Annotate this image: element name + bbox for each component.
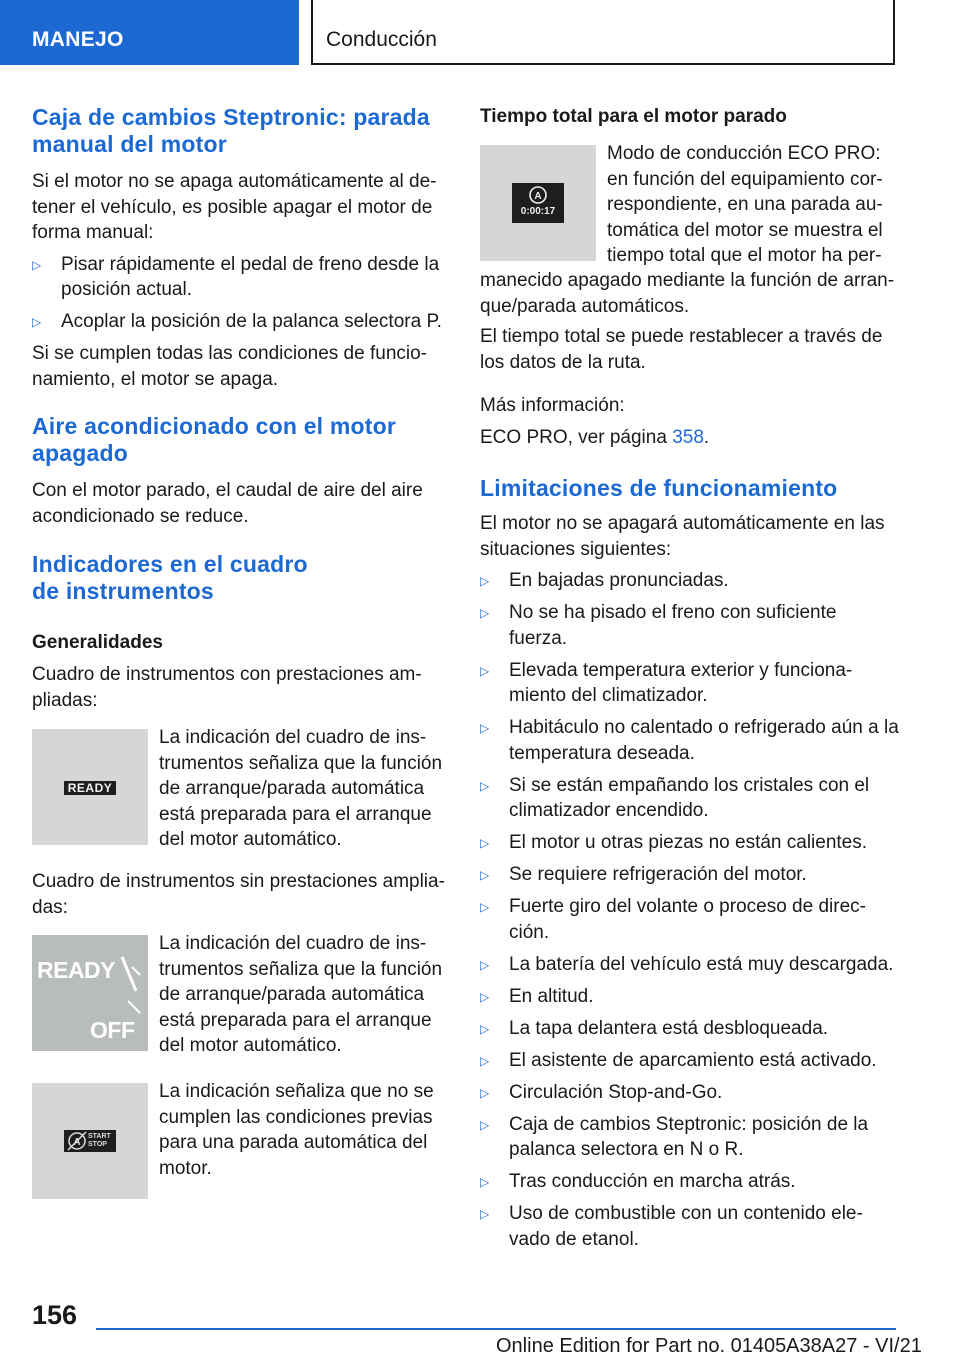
auto-start-stop-icon (66, 1130, 88, 1152)
list-item: ▷ Tras conducción en marcha atrás. (480, 1169, 900, 1195)
page-link[interactable]: 358 (672, 427, 704, 448)
bullet-triangle-icon: ▷ (480, 1085, 490, 1100)
section-instrument-indicators (32, 551, 308, 605)
list-item: ▷ Elevada temperatura exterior y funciona‐ miento del climatizador. (480, 659, 853, 706)
list-item: ▷ Pisar rápidamente el pedal de freno desde la posición actual. (32, 253, 440, 300)
bullet-triangle-icon: ▷ (480, 1207, 490, 1221)
paragraph: Si el motor no se apaga automáticamente al de‐ tener el vehículo, es posible apagar el motor de forma manual: (32, 171, 437, 243)
bullet-triangle-icon: ▷ (32, 315, 42, 329)
bullet-list (32, 252, 442, 335)
edition-footer: Online Edition for Part no. 01405A38A27 - VI/21 (496, 1335, 922, 1357)
list-item: ▷ La tapa delantera está desbloqueada. (480, 1016, 900, 1042)
list-item: ▷ En altitud. (480, 984, 900, 1010)
chapter-header (311, 0, 895, 65)
bullet-triangle-icon: ▷ (480, 1021, 490, 1036)
ready-gauge-image (32, 935, 148, 1051)
ready-display: READY (64, 781, 116, 795)
subheading: Generalidades (32, 632, 163, 653)
start-stop-off-image (32, 1083, 148, 1199)
bullet-triangle-icon: ▷ (480, 836, 490, 850)
list-item: ▷ Acoplar la posición de la palanca selectora P. (32, 309, 442, 335)
cross-reference: ECO PRO, ver página 358. (480, 427, 710, 448)
svg-text:A: A (534, 191, 542, 202)
eco-pro-timer-image (480, 145, 596, 261)
list-item: ▷ El motor u otras piezas no están calientes. (480, 830, 900, 856)
footer-divider (96, 1328, 896, 1330)
bullet-triangle-icon: ▷ (480, 778, 490, 793)
start-stop-label: START STOP (88, 1133, 111, 1148)
list-item: ▷ En bajadas pronunciadas. (480, 568, 900, 594)
bullet-triangle-icon: ▷ (480, 721, 490, 735)
paragraph: manecido apagado mediante la función de arran‐ que/parada automáticos. (480, 270, 895, 317)
gauge-needle-icon (32, 935, 148, 1051)
svg-text:A: A (73, 1137, 81, 1148)
section-limitations (480, 475, 900, 1259)
auto-start-stop-icon (512, 184, 564, 208)
engine-off-time: 0:00:17 (520, 206, 556, 217)
paragraph: Con el motor parado, el caudal de aire del aire acondicionado se reduce. (32, 480, 423, 527)
list-item: ▷ Caja de cambios Steptronic: posición de la palanca selectora en N o R. (480, 1113, 869, 1160)
bullet-triangle-icon: ▷ (480, 574, 490, 588)
paragraph: El tiempo total se puede restablecer a través de los datos de la ruta. (480, 326, 883, 373)
paragraph: El motor no se apagará automáticamente en las situaciones siguientes: (480, 513, 885, 560)
figure-caption: Modo de conducción ECO PRO: en función del equipamiento cor‐ respondiente, en una parada au‐ tomática del motor se muestra el tiempo total que el motor ha per‐ (607, 143, 883, 266)
more-info-label: Más información: (480, 395, 625, 416)
section-manual-stop (32, 104, 442, 392)
figure-caption: La indicación señaliza que no se cumplen las condiciones previas para una parada automática del motor. (159, 1081, 434, 1179)
eco-timer-display (512, 183, 564, 223)
list-item: ▷ No se ha pisado el freno con suficiente fuerza. (480, 602, 837, 649)
list-item: ▷ Fuerte giro del volante o proceso de direc‐ ción. (480, 896, 866, 943)
ready-indicator-image (32, 729, 148, 845)
section-title: MANEJO (32, 28, 124, 51)
section-heading: Aire acondicionado con el motor apagado (32, 413, 397, 466)
start-stop-display (64, 1130, 116, 1152)
bullet-triangle-icon: ▷ (480, 1117, 490, 1132)
bullet-triangle-icon: ▷ (480, 957, 490, 972)
bullet-triangle-icon: ▷ (480, 1175, 490, 1189)
bullet-triangle-icon: ▷ (32, 257, 42, 272)
section-heading: Indicadores en el cuadro de instrumentos (32, 551, 308, 604)
chapter-title: Conducción (326, 28, 437, 51)
bullet-triangle-icon: ▷ (480, 606, 490, 620)
page-number: 156 (32, 1300, 78, 1330)
paragraph: Cuadro de instrumentos sin prestaciones amplia‐ das: (32, 871, 445, 918)
bullet-triangle-icon: ▷ (480, 663, 490, 678)
list-item: ▷ El asistente de aparcamiento está activado. (480, 1048, 900, 1074)
section-heading: Limitaciones de funcionamiento (480, 475, 838, 501)
list-item: ▷ Circulación Stop-and-Go. (480, 1080, 900, 1106)
figure-caption: La indicación del cuadro de ins‐ trumentos señaliza que la función de arranque/parada automática está preparada para el arranque del motor automático. (159, 933, 443, 1056)
section-ac-engine-off (32, 413, 423, 529)
list-item: ▷ Se requiere refrigeración del motor. (480, 862, 900, 888)
bullet-triangle-icon: ▷ (480, 989, 490, 1004)
list-item: ▷ Habitáculo no calentado o refrigerado aún a la temperatura deseada. (480, 717, 899, 764)
list-item: ▷ Si se están empañando los cristales con el climatizador encendido. (480, 774, 870, 821)
gauge-off-label: OFF (90, 1017, 135, 1043)
bullet-triangle-icon: ▷ (480, 900, 490, 914)
bullet-triangle-icon: ▷ (480, 1053, 490, 1068)
subheading: Tiempo total para el motor parado (480, 106, 787, 127)
bullet-list (480, 568, 900, 1252)
figure-caption: La indicación del cuadro de ins‐ trumentos señaliza que la función de arranque/parada automática está preparada para el arranque del motor automático. (159, 727, 443, 850)
gauge-ready-label: READY (37, 957, 116, 983)
paragraph: Si se cumplen todas las condiciones de funcio‐ namiento, el motor se apaga. (32, 343, 428, 390)
section-heading: Caja de cambios Steptronic: parada manual del motor (32, 104, 430, 157)
paragraph: Cuadro de instrumentos con prestaciones am‐ pliadas: (32, 664, 422, 711)
section-tab (0, 0, 299, 65)
bullet-triangle-icon: ▷ (480, 868, 490, 882)
list-item: ▷ La batería del vehículo está muy descargada. (480, 952, 900, 978)
list-item: ▷ Uso de combustible con un contenido ele‐ vado de etanol. (480, 1203, 863, 1250)
